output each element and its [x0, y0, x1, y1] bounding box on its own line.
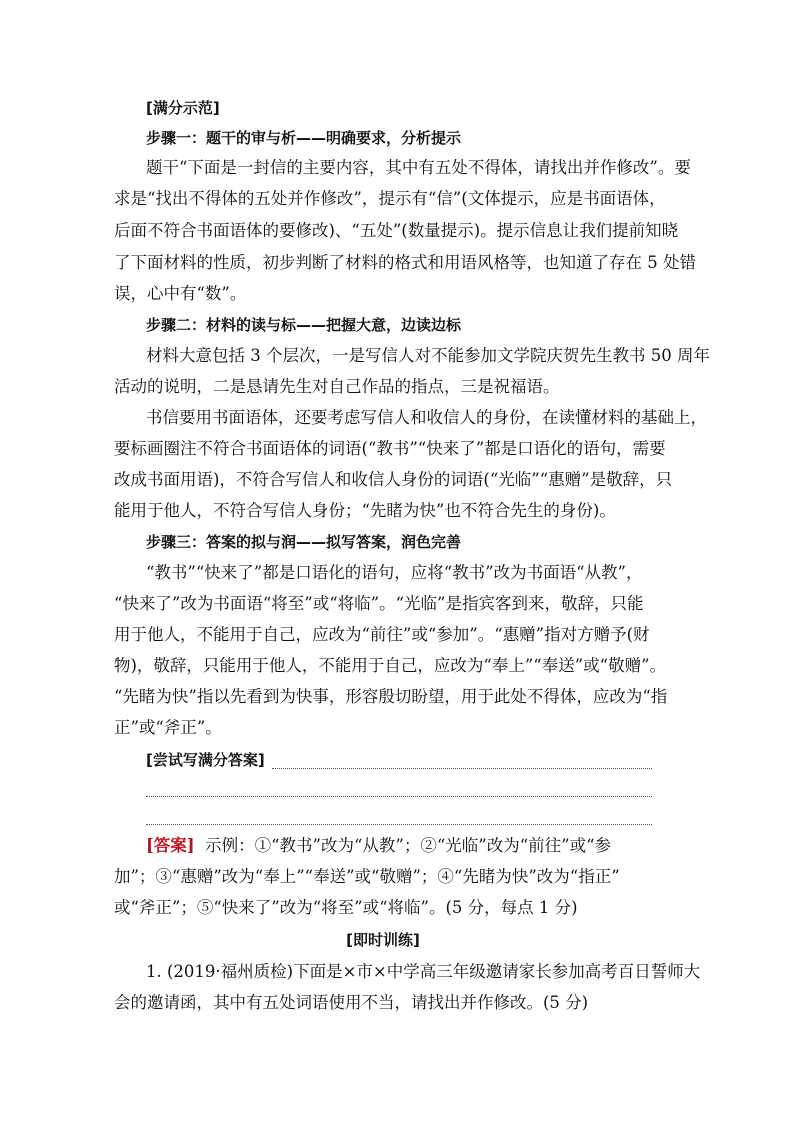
answer-tag: [答案]: [146, 836, 195, 855]
answer-line: 或“斧正”；⑤“快来了”改为“将至”或“将临”。(5 分，每点 1 分): [114, 898, 578, 917]
step2-line: 能用于他人，不符合写信人身份；“先睹为快”也不符合先生的身份)。: [114, 501, 616, 520]
training-title: [即时训练]: [346, 931, 420, 949]
step2-title: 步骤二：材料的读与标——把握大意，边读边标: [146, 316, 462, 334]
step1-line: 题干“下面是一封信的主要内容，其中有五处不得体，请找出并作修改”。要: [146, 158, 691, 177]
step3-line: “快来了”改为书面语“将至”或“将临”。“光临”是指宾客到来，敬辞，只能: [114, 594, 644, 613]
answer-blank-line[interactable]: [272, 768, 652, 769]
answer-text: 示例：①“教书”改为“从教”；②“光临”改为“前往”或“参: [205, 836, 612, 855]
step1-line: 求是“找出不得体的五处并作修改”，提示有“信”(文体提示，应是书面语体，: [114, 189, 666, 208]
step3-line: “先睹为快”指以先看到为快事，形容殷切盼望，用于此处不得体，应改为“指: [114, 687, 668, 706]
step2-line: 活动的说明，二是恳请先生对自己作品的指点，三是祝福语。: [114, 377, 560, 396]
answer-line: [146, 836, 611, 856]
step1-line: 了下面材料的性质，初步判断了材料的格式和用语风格等，也知道了存在 5 处错: [114, 253, 696, 272]
question-line: 会的邀请函，其中有五处词语使用不当，请找出并作修改。(5 分): [114, 993, 589, 1012]
section-title: [满分示范]: [146, 99, 220, 117]
step2-line: 材料大意包括 3 个层次，一是写信人对不能参加文学院庆贺先生教书 50 周年: [146, 346, 710, 365]
step3-line: “教书”“快来了”都是口语化的语句，应将“教书”改为书面语“从教”，: [146, 563, 643, 582]
step2-line: 书信要用书面语体，还要考虑写信人和收信人的身份，在读懂材料的基础上，: [146, 408, 707, 427]
step1-line: 后面不符合书面语体的要修改)、“五处”(数量提示)。提示信息让我们提前知晓: [114, 221, 679, 240]
step2-line: 改成书面用语)，不符合写信人和收信人身份的词语(“光临”“惠赠”是敬辞，只: [114, 470, 673, 489]
step3-title: 步骤三：答案的拟与润——拟写答案，润色完善: [146, 533, 462, 551]
step3-line: 用于他人，不能用于自己，应改为“前往”或“参加”。“惠赠”指对方赠予(财: [114, 625, 650, 644]
step1-line: 误，心中有“数”。: [114, 284, 247, 303]
step1-title: 步骤一：题干的审与析——明确要求，分析提示: [146, 129, 462, 147]
answer-blank-line[interactable]: [146, 796, 652, 797]
question-line: 1. (2019·福州质检)下面是×市×中学高三年级邀请家长参加高考百日誓师大: [146, 962, 701, 981]
try-answer-label: [尝试写满分答案]: [146, 751, 265, 769]
step3-line: 正”或“斧正”。: [114, 718, 222, 737]
answer-line: 加”；③“惠赠”改为“奉上”“奉送”或“敬赠”；④“先睹为快”改为“指正”: [114, 867, 620, 886]
step3-line: 物)，敬辞，只能用于他人，不能用于自己，应改为“奉上”“奉送”或“敬赠”。: [114, 656, 667, 675]
step2-line: 要标画圈注不符合书面语体的词语(“教书”“快来了”都是口语化的语句，需要: [114, 439, 666, 458]
answer-blank-line[interactable]: [146, 824, 652, 825]
